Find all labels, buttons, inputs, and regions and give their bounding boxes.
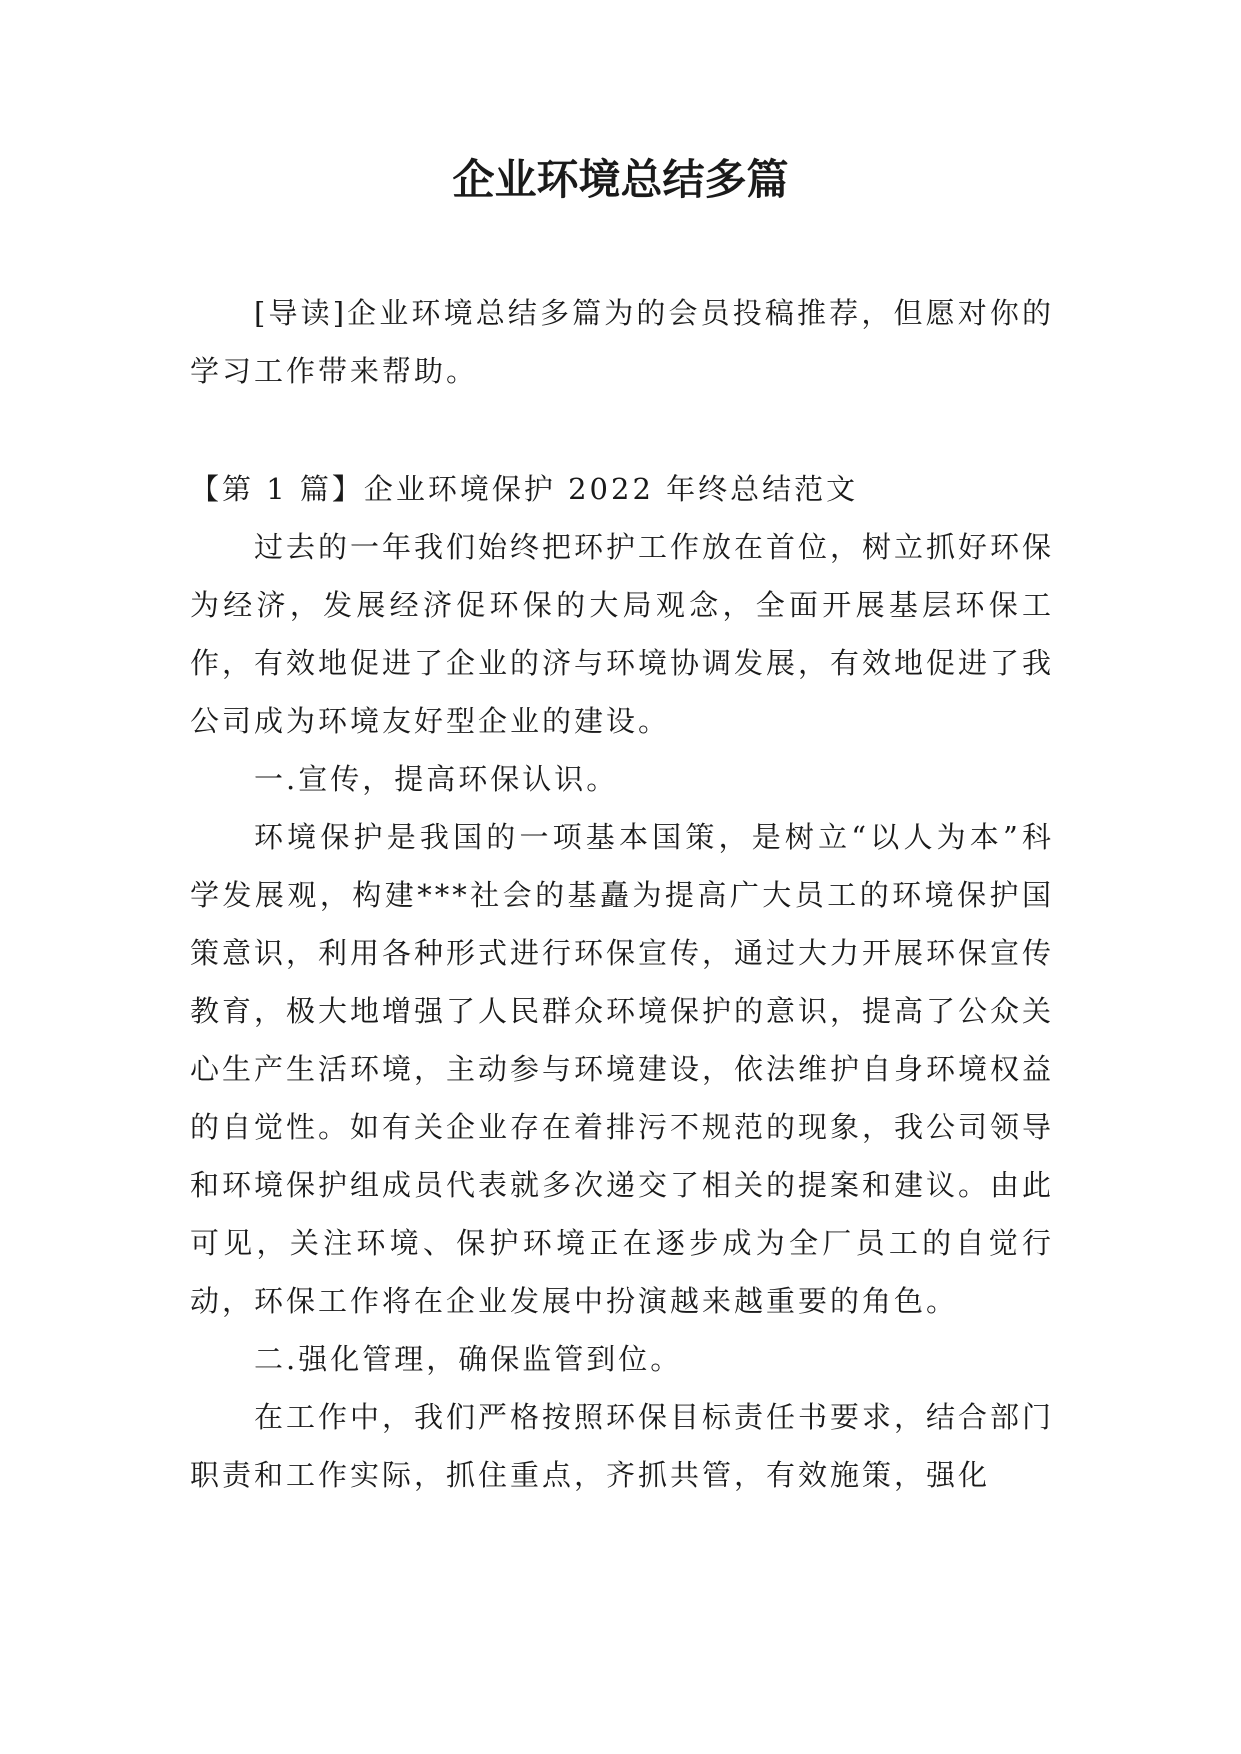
paragraph-publicity: 环境保护是我国的一项基本国策，是树立“以人为本”科学发展观，构建***社会的基矗为提高广大员工的环境保护国策意识，利用各种形式进行环保宣传，通过大力开展环保宣传教育，极大地增强了人民群众环境保护的意识，提高了公众关心生产生活环境，主动参与环境建设，依法维护自身环境权益的自觉性。如有关企业存在着排污不规范的现象，我公司领导和环境保护组成员代表就多次递交了相关的提案和建议。由此可见，关注环境、保护环境正在逐步成为全厂员工的自觉行动，环保工作将在企业发展中扮演越来越重要的角色。 (190, 820, 1055, 1318)
subheading-management: 二.强化管理，确保监管到位。 (254, 1342, 683, 1376)
document-title: 企业环境总结多篇 (452, 155, 789, 204)
paragraph-management: 在工作中，我们严格按照环保目标责任书要求，结合部门职责和工作实际，抓住重点，齐抓共管，有效施策，强化 (190, 1400, 1055, 1492)
subheading-publicity: 一.宣传，提高环保认识。 (254, 762, 619, 796)
paragraph-overview: 过去的一年我们始终把环护工作放在首位，树立抓好环保为经济，发展经济促环保的大局观念，全面开展基层环保工作，有效地促进了企业的济与环境协调发展，有效地促进了我公司成为环境友好型企业的建设。 (190, 530, 1055, 738)
article-body (190, 460, 1054, 1504)
intro-block (190, 284, 1054, 400)
intro-paragraph: [导读]企业环境总结多篇为的会员投稿推荐，但愿对你的学习工作带来帮助。 (190, 296, 1054, 388)
section-heading: 【第 1 篇】企业环境保护 2022 年终总结范文 (190, 472, 859, 506)
